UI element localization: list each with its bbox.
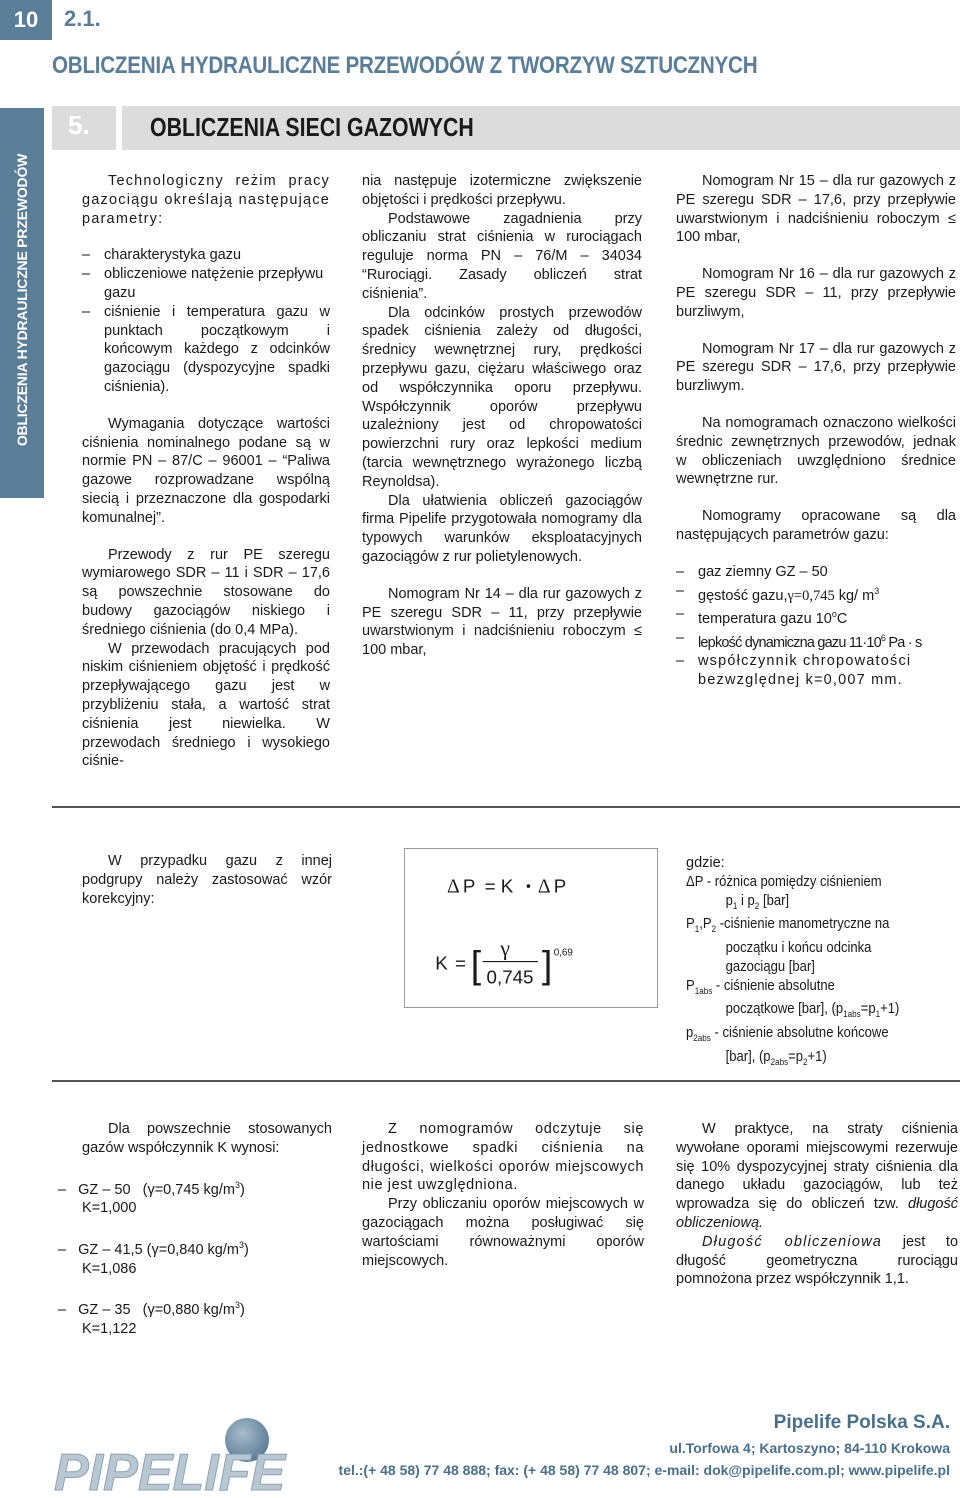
gamma-symbol: γ (500, 936, 510, 961)
paragraph: Przy obliczaniu oporów miejscowych w gazociągach można posługiwać się wartościami równoważnymi oporów miejscowych. (362, 1196, 644, 1269)
k-symbol: K (435, 952, 448, 974)
legend-line: $p_{2abs}$ - ciśnienie absolutne końcowe (686, 1024, 889, 1043)
paragraph: Przewody z rur PE szeregu wymiarowego SDR – 11 i SDR – 17,6 są powszechnie stosowane do budowy gazociągów niskiego i średniego ciśnienia (do 0,4 MPa). (82, 546, 330, 638)
paragraph: Technologiczny reżim pracy gazociągu określają następujące parametry: (82, 173, 330, 227)
company-name: Pipelife Polska S.A. (773, 1412, 950, 1433)
chapter-number: 5. (68, 110, 90, 140)
k-value-item: – GZ – 41,5 (γ=0,840 $kg/m^3$) K=1,086 (58, 1240, 249, 1277)
bracket-left: [ (470, 943, 482, 986)
chapter-separator (116, 106, 122, 150)
text-column-1 (82, 172, 330, 771)
exponent: 0,69 (553, 947, 573, 959)
text-column-bottom-2 (362, 1120, 644, 1270)
pressure-limit: ≤ 100 mbar, (676, 210, 956, 246)
delta-symbol: Δ (447, 875, 460, 898)
legend-line: ΔP - różnica pomiędzy ciśnieniem (686, 873, 882, 890)
list-item: – gaz ziemny GZ – 50 (676, 563, 956, 582)
chapter-title: OBLICZENIA SIECI GAZOWYCH (150, 112, 474, 142)
nomogram-14-text: Nomogram Nr 14 – dla rur gazowych z PE szeregu SDR – 11, przy przepływie uwarstwionym i nadciśnieniu roboczym (362, 585, 642, 640)
pressure-limit: ≤ 100 mbar, (362, 623, 642, 659)
paragraph (362, 585, 642, 660)
bracket-right: ] (541, 943, 553, 986)
page-number: 10 (0, 0, 52, 40)
correction-formula (404, 848, 658, 1008)
list-item: – współczynnik chropowatości bezwzględnej k=0,007 mm. (676, 652, 956, 690)
paragraph: Długość obliczeniowa jest to długość geometryczna rurociągu pomnożona przez współczynnik 1,1. (676, 1233, 959, 1288)
formula-equals-k: = K (484, 875, 514, 897)
paragraph: Z nomogramów odczytuje się jednostkowe spadki ciśnienia na długości, wielkości oporów miejscowych nie jest uwzględniona. (362, 1121, 644, 1194)
company-address: ul.Torfowa 4; Kartoszyno; 84-110 Krokowa (669, 1440, 950, 1456)
page-title: OBLICZENIA HYDRAULICZNE PRZEWODÓW Z TWORZYW SZTUCZNYCH (52, 52, 758, 79)
text-column-bottom-3 (676, 1120, 958, 1289)
paragraph: Nomogram Nr 16 – dla rur gazowych z PE szeregu SDR – 11, przy przepływie burzliwym, (676, 266, 956, 320)
paragraph: Nomogram Nr 17 – dla rur gazowych z PE szeregu SDR – 17,6, przy przepływie burzliwym. (676, 340, 956, 395)
delta-symbol: Δ (537, 875, 551, 898)
legend-line: $p_1$ i $p_2$ [bar] (725, 892, 790, 911)
legend-line: gazociągu [bar] (725, 958, 815, 975)
paragraph: W praktyce, na straty ciśnienia wywołane oporami miejscowymi rezerwuje się 10% dyspozycyjnej straty ciśnienia dla danego układu gazociągów, lub też wprowadza się do obliczeń tzw. długość obliczeniową. (676, 1121, 958, 1231)
denominator: 0,745 (486, 966, 534, 988)
paragraph: W przypadku gazu z innej podgrupy należy zastosować wzór korekcyjny: (82, 853, 332, 907)
pressure-symbol: P (553, 875, 567, 897)
text-column-3 (676, 172, 956, 690)
list-item: – ciśnienie i temperatura gazu w punktach początkowym i końcowym każdego z odcinków gazociągu (dyspozycyjne spadki ciśnienia). (82, 303, 330, 397)
paragraph: Podstawowe zagadnienia przy obliczaniu strat ciśnienia w rurociągach reguluje norma PN – 76/M – 34034 “Rurociągi. Zasady obliczeń strat ciśnienia”. (362, 210, 642, 302)
paragraph: Wymagania dotyczące wartości ciśnienia nominalnego podane są w normie PN – 87/C – 96001 – “Paliwa gazowe rozprowadzane wspólną siecią i przeznaczone dla gospodarki komunalnej”. (82, 415, 330, 526)
legend-line: początku i końcu odcinka (725, 939, 872, 956)
k-values-column (58, 1120, 332, 1339)
legend-line: początkowe [bar], $(p_{1abs}=p_1+1)$ (725, 1001, 900, 1020)
nomogram-15-text: Nomogram Nr 15 – dla rur gazowych z PE szeregu SDR – 17,6, przy przepływie uwarstwionym i nadciśnieniu roboczym (676, 173, 956, 227)
legend-line: [bar], $(p_{2abs}=p_2+1)$ (725, 1048, 827, 1067)
logo-wordmark: PIPELIFE (54, 1444, 286, 1498)
paragraph (676, 172, 956, 247)
section-divider (52, 806, 960, 808)
formula-legend (686, 854, 923, 1071)
section-number: 2.1. (64, 6, 101, 31)
paragraph: Dla ułatwienia obliczeń gazociągów firma Pipelife przygotowała nomogramy dla typowych warunków eksploatacyjnych gazociągów z rur polietylenowych. (362, 492, 642, 565)
paragraph: W przewodach pracujących pod niskim ciśnieniem objętość i prędkość przepływającego gazu jest w przybliżeniu stała, a wartość strat ciśnienia jest niewielka. W przewodach średniego i wysokiego ciśnie- (82, 640, 330, 770)
side-tab-label: OBLICZENIA HYDRAULICZNE PRZEWODÓW (14, 153, 30, 447)
k-value-item: – GZ – 35 (γ=0,880 $kg/m^3$) K=1,122 (58, 1300, 245, 1338)
paragraph: nia następuje izotermiczne zwiększenie objętości i prędkości przepływu. (362, 173, 642, 208)
paragraph: Dla powszechnie stosowanych gazów współczynnik K wynosi: (82, 1121, 332, 1156)
parameter-list (82, 246, 330, 396)
gas-parameter-list (676, 563, 956, 690)
paragraph: Na nomogramach oznaczono wielkości średnic zewnętrznych przewodów, jednak w obliczeniach uwzględniono średnice wewnętrzne rur. (676, 414, 956, 488)
list-item: – temperatura gazu 10$^o$C (676, 605, 956, 629)
pressure-symbol: P (462, 875, 476, 897)
paragraph: Nomogramy opracowane są dla następujących parametrów gazu: (676, 508, 956, 543)
pipelife-logo (52, 1408, 312, 1498)
company-contact: tel.:(+ 48 58) 77 48 888; fax: (+ 48 58) 77 48 807; e-mail: dok@pipelife.com.pl; www.pipelife.pl (338, 1462, 950, 1478)
paragraph: Dla odcinków prostych przewodów spadek ciśnienia zależy od długości, średnicy wewnętrznej rury, prędkości przepływu gazu, ciężaru właściwego oraz od współczynnika oporu przepływu. Współczynnik oporów przepływu uzależniony jest od chropowatości powierzchni rury oraz lepkości medium (tarcia wewnętrznego wyrażonego liczbą Reynoldsa). (362, 304, 642, 490)
list-item: – lepkość dynamiczna gazu $11\cdot 10^6$ Pa · s (676, 629, 956, 653)
legend-line: $P_1,P_2$ -ciśnienie manometryczne na (686, 916, 890, 935)
legend-title: gdzie: (686, 855, 725, 871)
k-value-item: – GZ – 50 (γ=0,745 $kg/m^3$) K=1,000 (58, 1179, 245, 1217)
list-item: – obliczeniowe natężenie przepływu gazu (82, 265, 330, 303)
text-column-2 (362, 172, 642, 660)
legend-line: $P_{1abs}$ - ciśnienie absolutne (686, 977, 835, 996)
list-item: – gęstość gazu,γ=0,745 kg/ $m^3$ (676, 582, 956, 606)
multiply-dot: • (526, 877, 531, 894)
section-divider (52, 1080, 960, 1082)
list-item: – charakterystyka gazu (82, 246, 330, 265)
formula-equals: = (454, 952, 466, 974)
correction-intro (82, 852, 332, 908)
